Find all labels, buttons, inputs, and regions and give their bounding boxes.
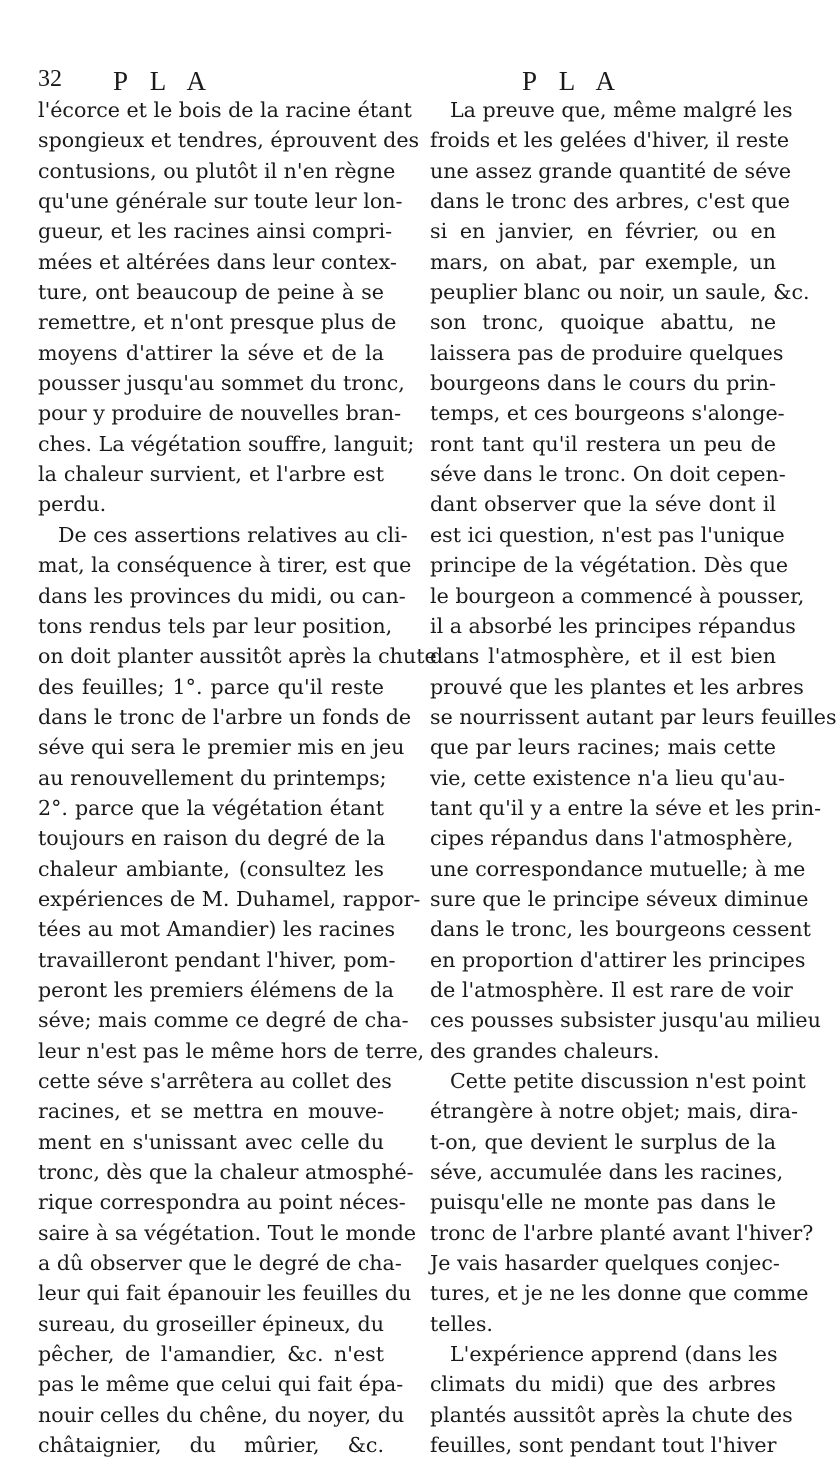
text-line: sureau, du groseiller épineux, du	[38, 1311, 384, 1336]
text-line: peront les premiers élémens de la	[38, 977, 394, 1002]
text-line: cipes répandus dans l'atmosphère,	[430, 826, 794, 851]
text-line: la chaleur survient, et l'arbre est	[38, 462, 384, 487]
text-line: remettre, et n'ont presque plus de	[38, 310, 397, 335]
text-line: pêcher, de l'amandier, &c. n'est	[38, 1342, 384, 1367]
text-line: ront tant qu'il restera un peu de	[430, 431, 776, 456]
running-head-left: P L A	[113, 66, 215, 96]
text-line: tures, et je ne les donne que comme	[430, 1281, 809, 1306]
text-line: ces pousses subsister jusqu'au milieu	[430, 1008, 821, 1033]
text-line: climats du midi) que des arbres	[430, 1372, 776, 1397]
text-line: leur n'est pas le même hors de terre,	[38, 1038, 425, 1063]
text-line: bourgeons dans le cours du prin-	[430, 371, 776, 396]
text-line: qu'une générale sur toute leur lon-	[38, 189, 403, 214]
text-line: 2°. parce que la végétation étant	[38, 795, 384, 820]
text-line: si en janvier, en février, ou en	[430, 219, 776, 244]
text-line: le bourgeon a commencé à pousser,	[430, 583, 805, 608]
text-line: séve qui sera le premier mis en jeu	[38, 735, 405, 760]
text-line: racines, et se mettra en mouve-	[38, 1099, 384, 1124]
text-line: laissera pas de produire quelques	[430, 340, 784, 365]
text-line: pousser jusqu'au sommet du tronc,	[38, 371, 405, 396]
text-line: travailleront pendant l'hiver, pom-	[38, 947, 396, 972]
text-line: en proportion d'attirer les principes	[430, 947, 806, 972]
page-number: 32	[38, 66, 62, 92]
text-line: telles.	[430, 1311, 493, 1336]
text-line: plantés aussitôt après la chute des	[430, 1402, 793, 1427]
text-line: vie, cette existence n'a lieu qu'au-	[430, 765, 785, 790]
text-line: saire à sa végétation. Tout le monde	[38, 1220, 417, 1245]
text-line: peuplier blanc ou noir, un saule, &c.	[430, 280, 810, 305]
text-line: dans le tronc de l'arbre un fonds de	[38, 704, 412, 729]
text-line: prouvé que les plantes et les arbres	[430, 674, 804, 699]
running-header	[0, 66, 800, 96]
text-line: dans l'atmosphère, et il est bien	[430, 644, 776, 669]
text-line: mat, la conséquence à tirer, est que	[38, 553, 412, 578]
text-line: étrangère à notre objet; mais, dira-	[430, 1099, 798, 1124]
text-line: expériences de M. Duhamel, rappor-	[38, 886, 421, 911]
text-line: mées et altérées dans leur contex-	[38, 249, 397, 274]
text-line: spongieux et tendres, éprouvent des	[38, 128, 420, 153]
text-line: De ces assertions relatives au cli-	[58, 522, 408, 547]
text-line: perdu.	[38, 492, 107, 517]
text-line: feuilles, sont pendant tout l'hiver	[430, 1433, 777, 1458]
text-line: gueur, et les racines ainsi compri-	[38, 219, 393, 244]
text-line: que par leurs racines; mais cette	[430, 735, 776, 760]
text-line: tant qu'il y a entre la séve et les prin-	[430, 795, 822, 820]
text-line: des grandes chaleurs.	[430, 1038, 660, 1063]
text-line: châtaignier, du mûrier, &c.	[38, 1433, 384, 1458]
text-line: a dû observer que le degré de cha-	[38, 1251, 402, 1276]
text-line: tronc, dès que la chaleur atmosphé-	[38, 1160, 414, 1185]
text-line: au renouvellement du printemps;	[38, 765, 387, 790]
text-line: moyens d'attirer la séve et de la	[38, 340, 384, 365]
text-line: se nourrissent autant par leurs feuilles	[430, 704, 837, 729]
text-line: puisqu'elle ne monte pas dans le	[430, 1190, 776, 1215]
text-line: rique correspondra au point néces-	[38, 1190, 406, 1215]
text-line: principe de la végétation. Dès que	[430, 553, 789, 578]
text-line: une assez grande quantité de séve	[430, 158, 792, 183]
text-line: cette séve s'arrêtera au collet des	[38, 1069, 392, 1093]
text-line: chaleur ambiante, (consultez les	[38, 856, 384, 881]
text-line: pas le même que celui qui fait épa-	[38, 1372, 404, 1397]
text-line: leur qui fait épanouir les feuilles du	[38, 1281, 412, 1306]
text-line: dans le tronc des arbres, c'est que	[430, 189, 790, 214]
right-column	[430, 95, 837, 1460]
text-line: son tronc, quoique abattu, ne	[430, 310, 776, 335]
text-line: toujours en raison du degré de la	[38, 826, 386, 851]
text-line: ment en s'unissant avec celle du	[38, 1129, 384, 1154]
text-line: mars, on abat, par exemple, un	[430, 249, 776, 274]
text-line: on doit planter aussitôt après la chute	[38, 644, 437, 669]
text-line: séve dans le tronc. On doit cepen-	[430, 462, 786, 487]
text-line: de l'atmosphère. Il est rare de voir	[430, 977, 793, 1002]
text-line: La preuve que, même malgré les	[450, 98, 793, 122]
text-line: dans le tronc, les bourgeons cessent	[430, 917, 811, 942]
text-line: l'écorce et le bois de la racine étant	[38, 98, 412, 122]
text-line: t-on, que devient le surplus de la	[430, 1129, 776, 1154]
text-line: tronc de l'arbre planté avant l'hiver?	[430, 1220, 814, 1245]
text-line: pour y produire de nouvelles bran-	[38, 401, 402, 426]
text-line: ture, ont beaucoup de peine à se	[38, 280, 384, 305]
text-line: dans les provinces du midi, ou can-	[38, 583, 406, 608]
text-line: séve; mais comme ce degré de cha-	[38, 1008, 409, 1033]
text-line: temps, et ces bourgeons s'alonge-	[430, 401, 785, 426]
text-line: tées au mot Amandier) les racines	[38, 917, 396, 942]
text-line: Cette petite discussion n'est point	[450, 1069, 806, 1093]
text-line: des feuilles; 1°. parce qu'il reste	[38, 674, 384, 699]
text-line: nouir celles du chêne, du noyer, du	[38, 1402, 405, 1427]
running-head-right: P L A	[522, 66, 624, 96]
text-line: est ici question, n'est pas l'unique	[430, 522, 785, 547]
text-line: froids et les gelées d'hiver, il reste	[430, 128, 790, 153]
text-line: dant observer que la séve dont il	[430, 492, 776, 517]
text-line: ches. La végétation souffre, languit;	[38, 431, 415, 456]
text-line: Je vais hasarder quelques conjec-	[430, 1251, 780, 1276]
left-column	[38, 95, 437, 1460]
text-line: une correspondance mutuelle; à me	[430, 856, 806, 881]
text-line: contusions, ou plutôt il n'en règne	[38, 158, 396, 183]
text-line: séve, accumulée dans les racines,	[430, 1160, 784, 1185]
text-line: sure que le principe séveux diminue	[430, 886, 809, 911]
text-line: il a absorbé les principes répandus	[430, 613, 796, 638]
text-line: tons rendus tels par leur position,	[38, 613, 393, 638]
text-line: L'expérience apprend (dans les	[450, 1342, 778, 1367]
